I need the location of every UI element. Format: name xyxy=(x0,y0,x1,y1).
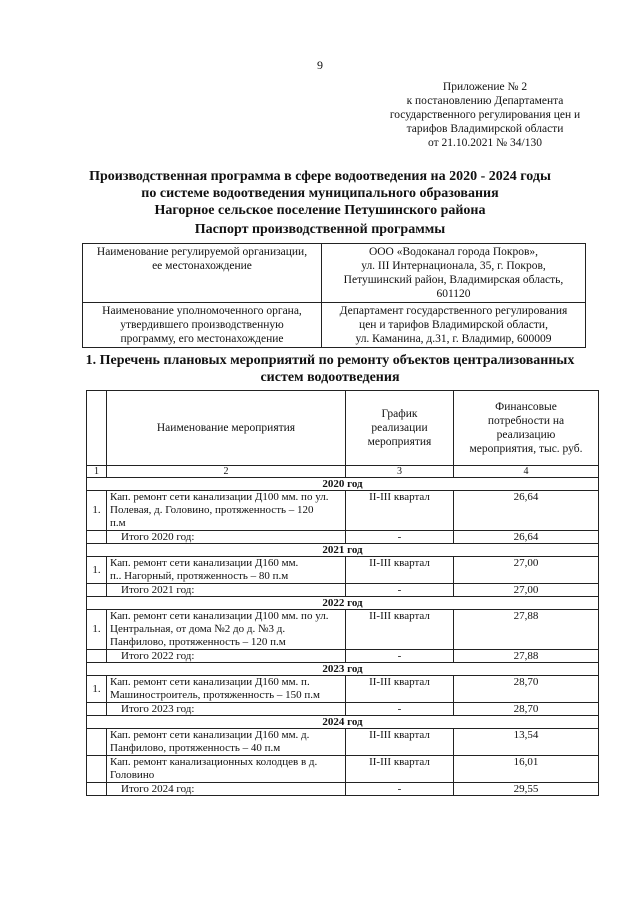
total-label: Итого 2021 год: xyxy=(107,584,346,597)
column-number: 2 xyxy=(107,466,346,478)
total-label: Итого 2020 год: xyxy=(107,531,346,544)
table-header-row xyxy=(87,391,599,466)
title-line: по системе водоотведения муниципального образования xyxy=(141,186,499,201)
section-title xyxy=(70,352,590,386)
measure-cost: 16,01 xyxy=(454,756,599,783)
text-line: Наименование уполномоченного органа, xyxy=(102,305,302,317)
text-line: График xyxy=(381,408,418,420)
header-cell xyxy=(87,391,107,466)
title-line: Производственная программа в сфере водоотведения на 2020 - 2024 годы xyxy=(89,169,551,184)
year-row xyxy=(87,597,599,610)
row-index xyxy=(87,729,107,756)
row-index: 1. xyxy=(87,557,107,584)
year-row xyxy=(87,544,599,557)
total-cost: 27,00 xyxy=(454,584,599,597)
measure-schedule: II-III квартал xyxy=(346,676,454,703)
appendix-line: Приложение № 2 xyxy=(442,81,528,93)
text-line: реализацию xyxy=(496,429,556,441)
text-line: цен и тарифов Владимирской области, xyxy=(359,319,548,331)
passport-title: Паспорт производственной программы xyxy=(194,222,446,237)
column-number: 3 xyxy=(346,466,454,478)
total-row xyxy=(87,703,599,716)
table-row xyxy=(87,756,599,783)
passport-label-cell xyxy=(83,244,322,303)
year-label: 2021 год xyxy=(87,544,599,557)
text-line: Кап. ремонт канализационных колодцев в д. xyxy=(110,756,318,768)
year-row xyxy=(87,663,599,676)
text-line: Машиностроитель, протяженность – 150 п.м xyxy=(110,689,320,701)
total-schedule: - xyxy=(346,703,454,716)
measure-name xyxy=(107,729,346,756)
total-label: Итого 2024 год: xyxy=(107,783,346,796)
measure-cost: 27,88 xyxy=(454,610,599,650)
header-cell: Наименование мероприятия xyxy=(107,391,346,466)
text-line: Финансовые xyxy=(495,401,557,413)
text-line: Департамент государственного регулирования xyxy=(339,305,568,317)
total-row xyxy=(87,783,599,796)
measure-name xyxy=(107,756,346,783)
row-index: 1. xyxy=(87,676,107,703)
empty-cell xyxy=(87,584,107,597)
passport-table xyxy=(82,243,586,348)
measure-schedule: II-III квартал xyxy=(346,491,454,531)
text-line: Петушинский район, Владимирская область, xyxy=(343,274,564,286)
measure-name xyxy=(107,557,346,584)
text-line: Кап. ремонт сети канализации Д160 мм. xyxy=(110,557,299,569)
measure-cost: 27,00 xyxy=(454,557,599,584)
appendix-line: к постановлению Департамента xyxy=(406,95,564,107)
text-line: п.м xyxy=(110,517,126,529)
total-cost: 29,55 xyxy=(454,783,599,796)
title-line: Нагорное сельское поселение Петушинского района xyxy=(154,203,486,218)
table-row xyxy=(87,491,599,531)
text-line: программу, его местонахождение xyxy=(120,333,284,345)
text-line: Панфилово, протяженность – 120 п.м xyxy=(110,636,286,648)
total-row xyxy=(87,584,599,597)
year-row xyxy=(87,478,599,491)
total-cost: 28,70 xyxy=(454,703,599,716)
table-row xyxy=(87,729,599,756)
title-line: 1. Перечень плановых мероприятий по ремонту объектов централизованных xyxy=(85,353,575,368)
text-line: реализации xyxy=(371,422,428,434)
measure-schedule: II-III квартал xyxy=(346,729,454,756)
total-row xyxy=(87,531,599,544)
page-number: 9 xyxy=(317,58,323,72)
total-schedule: - xyxy=(346,650,454,663)
total-schedule: - xyxy=(346,584,454,597)
passport-row xyxy=(83,244,586,303)
total-label: Итого 2023 год: xyxy=(107,703,346,716)
measure-schedule: II-III квартал xyxy=(346,557,454,584)
text-line: 601120 xyxy=(436,288,471,300)
text-line: утвердившего производственную xyxy=(120,319,284,331)
column-number: 1 xyxy=(87,466,107,478)
total-row xyxy=(87,650,599,663)
total-label: Итого 2022 год: xyxy=(107,650,346,663)
text-line: Полевая, д. Головино, протяженность – 120 xyxy=(110,504,314,516)
passport-row xyxy=(83,303,586,348)
document-title xyxy=(0,168,640,219)
measure-name xyxy=(107,610,346,650)
passport-value-cell xyxy=(322,244,586,303)
text-line: Кап. ремонт сети канализации Д100 мм. по ул. xyxy=(110,491,329,503)
empty-cell xyxy=(87,531,107,544)
year-row xyxy=(87,716,599,729)
text-line: потребности на xyxy=(487,415,565,427)
year-label: 2023 год xyxy=(87,663,599,676)
empty-cell xyxy=(87,783,107,796)
column-numbers-row xyxy=(87,466,599,478)
text-line: ее местонахождение xyxy=(152,260,252,272)
row-index xyxy=(87,756,107,783)
text-line: Центральная, от дома №2 до д. №3 д. xyxy=(110,623,286,635)
header-cell xyxy=(454,391,599,466)
text-line: ул. III Интернационала, 35, г. Покров, xyxy=(361,260,546,272)
row-index: 1. xyxy=(87,610,107,650)
year-label: 2024 год xyxy=(87,716,599,729)
text-line: п.. Нагорный, протяженность – 80 п.м xyxy=(110,570,289,582)
empty-cell xyxy=(87,703,107,716)
appendix-line: от 21.10.2021 № 34/130 xyxy=(428,137,542,149)
text-line: мероприятия, тыс. руб. xyxy=(469,443,583,455)
empty-cell xyxy=(87,650,107,663)
header-cell xyxy=(346,391,454,466)
total-schedule: - xyxy=(346,783,454,796)
appendix-block xyxy=(360,80,610,150)
measure-cost: 26,64 xyxy=(454,491,599,531)
table-row xyxy=(87,610,599,650)
title-line: систем водоотведения xyxy=(260,370,400,385)
text-line: Кап. ремонт сети канализации Д160 мм. д. xyxy=(110,729,310,741)
passport-label-cell xyxy=(83,303,322,348)
measure-name xyxy=(107,491,346,531)
measure-schedule: II-III квартал xyxy=(346,756,454,783)
appendix-line: государственного регулирования цен и xyxy=(389,109,581,121)
measure-name xyxy=(107,676,346,703)
total-schedule: - xyxy=(346,531,454,544)
text-line: ООО «Водоканал города Покров», xyxy=(368,246,539,258)
row-index: 1. xyxy=(87,491,107,531)
year-label: 2022 год xyxy=(87,597,599,610)
measure-schedule: II-III квартал xyxy=(346,610,454,650)
table-row xyxy=(87,557,599,584)
table-row xyxy=(87,676,599,703)
text-line: Кап. ремонт сети канализации Д160 мм. п. xyxy=(110,676,310,688)
column-number: 4 xyxy=(454,466,599,478)
passport-value-cell xyxy=(322,303,586,348)
text-line: ул. Каманина, д.31, г. Владимир, 600009 xyxy=(355,333,552,345)
year-label: 2020 год xyxy=(87,478,599,491)
appendix-line: тарифов Владимирской области xyxy=(406,123,564,135)
total-cost: 26,64 xyxy=(454,531,599,544)
text-line: Головино xyxy=(110,769,155,781)
text-line: Кап. ремонт сети канализации Д100 мм. по ул. xyxy=(110,610,329,622)
text-line: мероприятия xyxy=(367,436,432,448)
measure-cost: 28,70 xyxy=(454,676,599,703)
measure-cost: 13,54 xyxy=(454,729,599,756)
text-line: Наименование регулируемой организации, xyxy=(96,246,308,258)
measures-table xyxy=(86,390,599,796)
text-line: Панфилово, протяженность – 40 п.м xyxy=(110,742,281,754)
total-cost: 27,88 xyxy=(454,650,599,663)
